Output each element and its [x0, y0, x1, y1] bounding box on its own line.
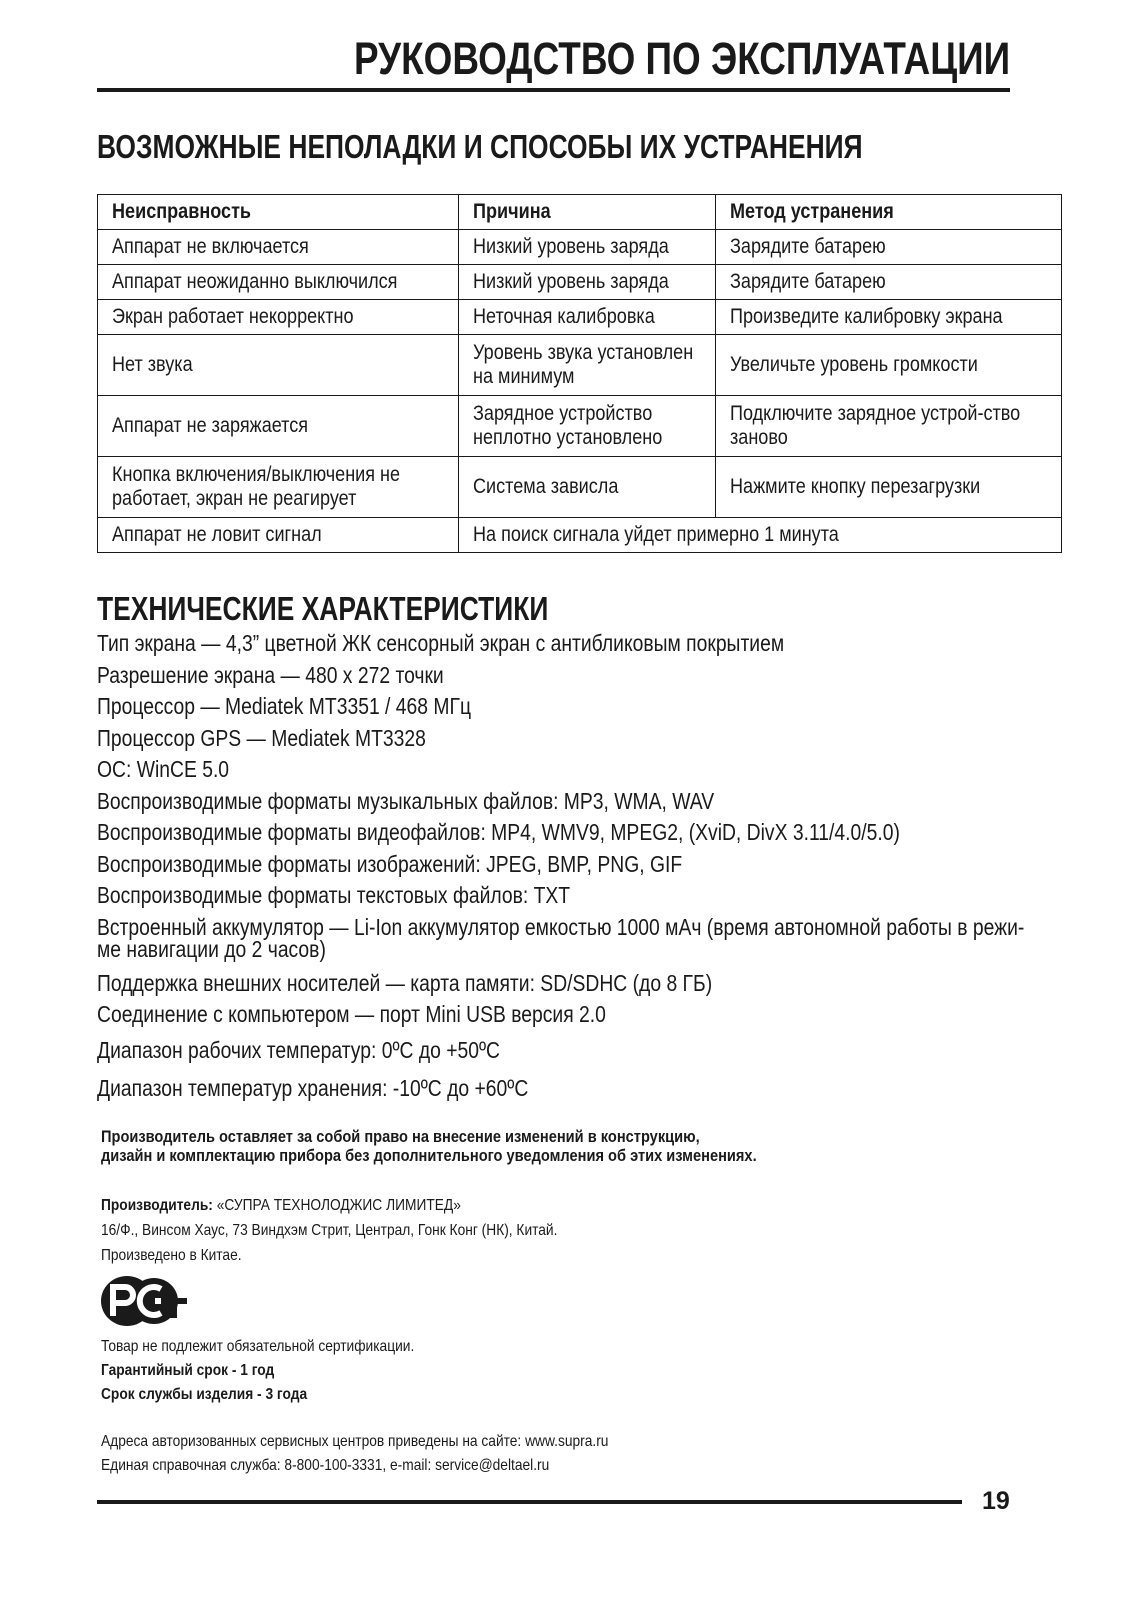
specs-list [97, 628, 1037, 1107]
spec-item: Воспроизводимые форматы музыкальных файлов: MP3, WMA, WAV [97, 787, 715, 814]
table-cell: Система зависла [458, 457, 715, 518]
table-row [98, 300, 1062, 335]
spec-item: Диапазон рабочих температур: 0ºC до +50ºC [97, 1036, 501, 1063]
hotline-line: Единая справочная служба: 8-800-100-3331, e-mail: service@deltael.ru [101, 1457, 550, 1474]
notice-line: Производитель оставляет за собой право на внесение изменений в конструкцию, [101, 1127, 700, 1146]
table-cell: Экран работает некорректно [98, 300, 459, 335]
spec-item: Поддержка внешних носителей — карта памяти: SD/SDHC (до 8 ГБ) [97, 969, 713, 996]
table-cell: Низкий уровень заряда [458, 265, 715, 300]
table-row [98, 518, 1062, 553]
table-cell: Подключите зарядное устрой-ство заново [715, 396, 1061, 457]
manufacturer-label: Производитель: [101, 1197, 213, 1214]
spec-item: ОС: WinCE 5.0 [97, 756, 230, 782]
spec-item: Встроенный аккумулятор — Li-Ion аккумулятор емкостью 1000 мАч (время автономной работы в режи-ме навигации до 2 часов) [97, 913, 1025, 962]
table-cell: Зарядите батарею [715, 265, 1061, 300]
table-cell: Нет звука [98, 335, 459, 396]
spec-item: Воспроизводимые форматы изображений: JPEG, BMP, PNG, GIF [97, 850, 683, 877]
specs-heading: ТЕХНИЧЕСКИЕ ХАРАКТЕРИСТИКИ [97, 590, 549, 627]
spec-item: Воспроизводимые форматы текстовых файлов: TXT [97, 882, 571, 908]
table-cell: Зарядите батарею [715, 230, 1061, 265]
troubleshooting-heading: ВОЗМОЖНЫЕ НЕПОЛАДКИ И СПОСОБЫ ИХ УСТРАНЕНИЯ [97, 128, 863, 165]
service-centers-line: Адреса авторизованных сервисных центров приведены на сайте: www.supra.ru [101, 1433, 609, 1450]
notice-line: дизайн и комплектацию прибора без дополнительного уведомления об этих изменениях. [101, 1146, 757, 1165]
troubleshooting-table [97, 194, 1062, 553]
table-cell: Аппарат не ловит сигнал [98, 518, 459, 553]
table-row [98, 230, 1062, 265]
table-cell: Аппарат неожиданно выключился [98, 265, 459, 300]
table-row [98, 335, 1062, 396]
changes-notice [101, 1127, 757, 1165]
manufacturer-origin: Произведено в Китае. [101, 1247, 242, 1264]
table-cell: Кнопка включения/выключения не работает, экран не реагирует [98, 457, 459, 518]
spec-item: Соединение с компьютером — порт Mini USB версия 2.0 [97, 1001, 606, 1027]
certification-note: Товар не подлежит обязательной сертификации. [101, 1338, 415, 1355]
page-header-title: РУКОВОДСТВО ПО ЭКСПЛУАТАЦИИ [353, 33, 1010, 84]
spec-item: Тип экрана — 4,3” цветной ЖК сенсорный экран с антибликовым покрытием [97, 630, 785, 656]
header-divider [97, 88, 1010, 92]
spec-item: Диапазон температур хранения: -10ºC до +60ºC [97, 1074, 529, 1101]
spec-item: Воспроизводимые форматы видеофайлов: MP4, WMV9, MPEG2, (XviD, DivX 3.11/4.0/5.0) [97, 819, 900, 845]
manufacturer-address: 16/Ф., Винсом Хаус, 73 Виндхэм Стрит, Централ, Гонк Конг (НК), Китай. [101, 1222, 558, 1239]
manufacturer-info [101, 1193, 557, 1268]
service-life: Срок службы изделия - 3 года [101, 1386, 308, 1403]
spec-item: Разрешение экрана — 480 х 272 точки [97, 661, 444, 688]
table-cell: Увеличьте уровень громкости [715, 335, 1061, 396]
table-cell: Произведите калибровку экрана [715, 300, 1061, 335]
table-cell: Аппарат не включается [98, 230, 459, 265]
table-cell: Аппарат не заряжается [98, 396, 459, 457]
manufacturer-name: «СУПРА ТЕХНОЛОДЖИС ЛИМИТЕД» [216, 1197, 461, 1214]
column-header: Метод устранения [715, 195, 1061, 230]
table-row [98, 457, 1062, 518]
warranty-period: Гарантийный срок - 1 год [101, 1362, 275, 1379]
certification-info [101, 1335, 414, 1407]
footer-divider [97, 1500, 962, 1504]
table-cell: Уровень звука установлен на минимум [458, 335, 715, 396]
table-cell: Нажмите кнопку перезагрузки [715, 457, 1061, 518]
contact-info [101, 1430, 608, 1478]
table-row [98, 265, 1062, 300]
spec-item: Процессор GPS — Mediatek MT3328 [97, 724, 426, 751]
table-cell: На поиск сигнала уйдет примерно 1 минута [458, 518, 1061, 553]
table-cell: Низкий уровень заряда [458, 230, 715, 265]
rst-certification-icon [99, 1273, 189, 1329]
page-number: 19 [982, 1487, 1010, 1515]
column-header: Причина [458, 195, 715, 230]
column-header: Неисправность [98, 195, 459, 230]
table-row [98, 396, 1062, 457]
table-header-row [98, 195, 1062, 230]
table-cell: Неточная калибровка [458, 300, 715, 335]
spec-item: Процессор — Mediatek MT3351 / 468 МГц [97, 693, 472, 719]
table-cell: Зарядное устройство неплотно установлено [458, 396, 715, 457]
